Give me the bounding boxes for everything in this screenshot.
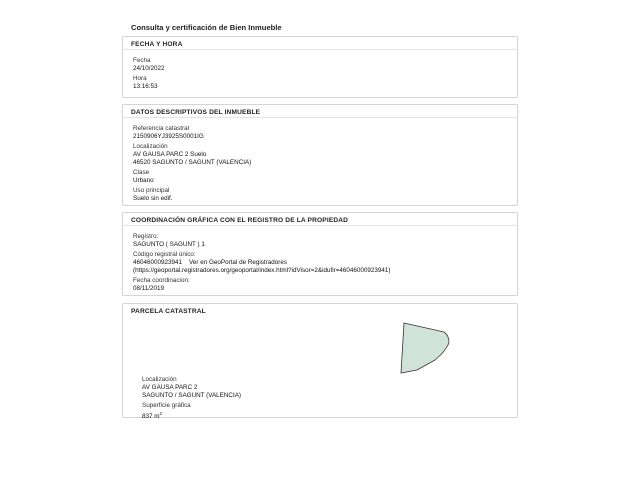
localizacion-line1: AV GAUSA PARC 2 Suelo [133, 151, 207, 158]
registro-value: SAGUNTO ( SAGUNT ) 1 [133, 241, 205, 248]
coordinacion-heading: COORDINACIÓN GRÁFICA CON EL REGISTRO DE LA PROPIEDAD [131, 217, 349, 224]
datos-heading: DATOS DESCRIPTIVOS DEL INMUEBLE [131, 109, 261, 116]
superficie-label: Superficie gráfica [142, 402, 191, 409]
localizacion-line2: 46520 SAGUNTO / SAGUNT (VALENCIA) [133, 159, 252, 166]
superficie-unit-exponent: 2 [159, 411, 163, 416]
registro-label: Registro: [133, 233, 159, 240]
superficie-number: 837 m [142, 413, 160, 421]
fecha-hora-card [122, 36, 518, 98]
parcela-localizacion-line2: SAGUNTO / SAGUNT (VALENCIA) [142, 392, 242, 399]
hora-value: 13:16:53 [133, 83, 158, 90]
referencia-value: 2150906YJ3925S0001IG [133, 133, 204, 140]
geoportal-url[interactable]: (https://geoportal.registradores.org/geoportal/index.html?idVisor=2&idufir=46046000923941) [133, 267, 391, 274]
superficie-value [142, 410, 241, 421]
datos-descriptivos-card [122, 104, 518, 206]
fecha-coordinacion-label: Fecha coordinacion: [133, 277, 190, 284]
fecha-value: 24/10/2022 [133, 65, 165, 72]
parcela-card [122, 303, 518, 421]
localizacion-label: Localización [133, 143, 168, 150]
hora-label: Hora [133, 75, 147, 82]
parcel-map-shape [399, 322, 451, 374]
document-title: Consulta y certificación de Bien Inmueble [131, 23, 282, 32]
geoportal-link[interactable]: 46046000923941 Ver en GeoPortal de Registradores [133, 259, 288, 266]
parcela-heading: PARCELA CATASTRAL [131, 308, 206, 315]
uso-value: Suelo sin edif. [133, 195, 173, 202]
uso-label: Uso principal [133, 187, 170, 194]
referencia-label: Referencia catastral [133, 125, 189, 132]
fecha-label: Fecha [133, 57, 151, 64]
clase-value: Urbano [133, 177, 154, 184]
coordinacion-card [122, 212, 518, 296]
fecha-hora-heading: FECHA Y HORA [131, 41, 183, 48]
codigo-label: Código registral único: [133, 251, 196, 258]
fecha-coordinacion-value: 08/11/2019 [133, 285, 165, 292]
clase-label: Clase [133, 169, 150, 176]
parcela-localizacion-label: Localización [142, 376, 177, 383]
parcela-localizacion-line1: AV GAUSA PARC 2 [142, 384, 198, 391]
